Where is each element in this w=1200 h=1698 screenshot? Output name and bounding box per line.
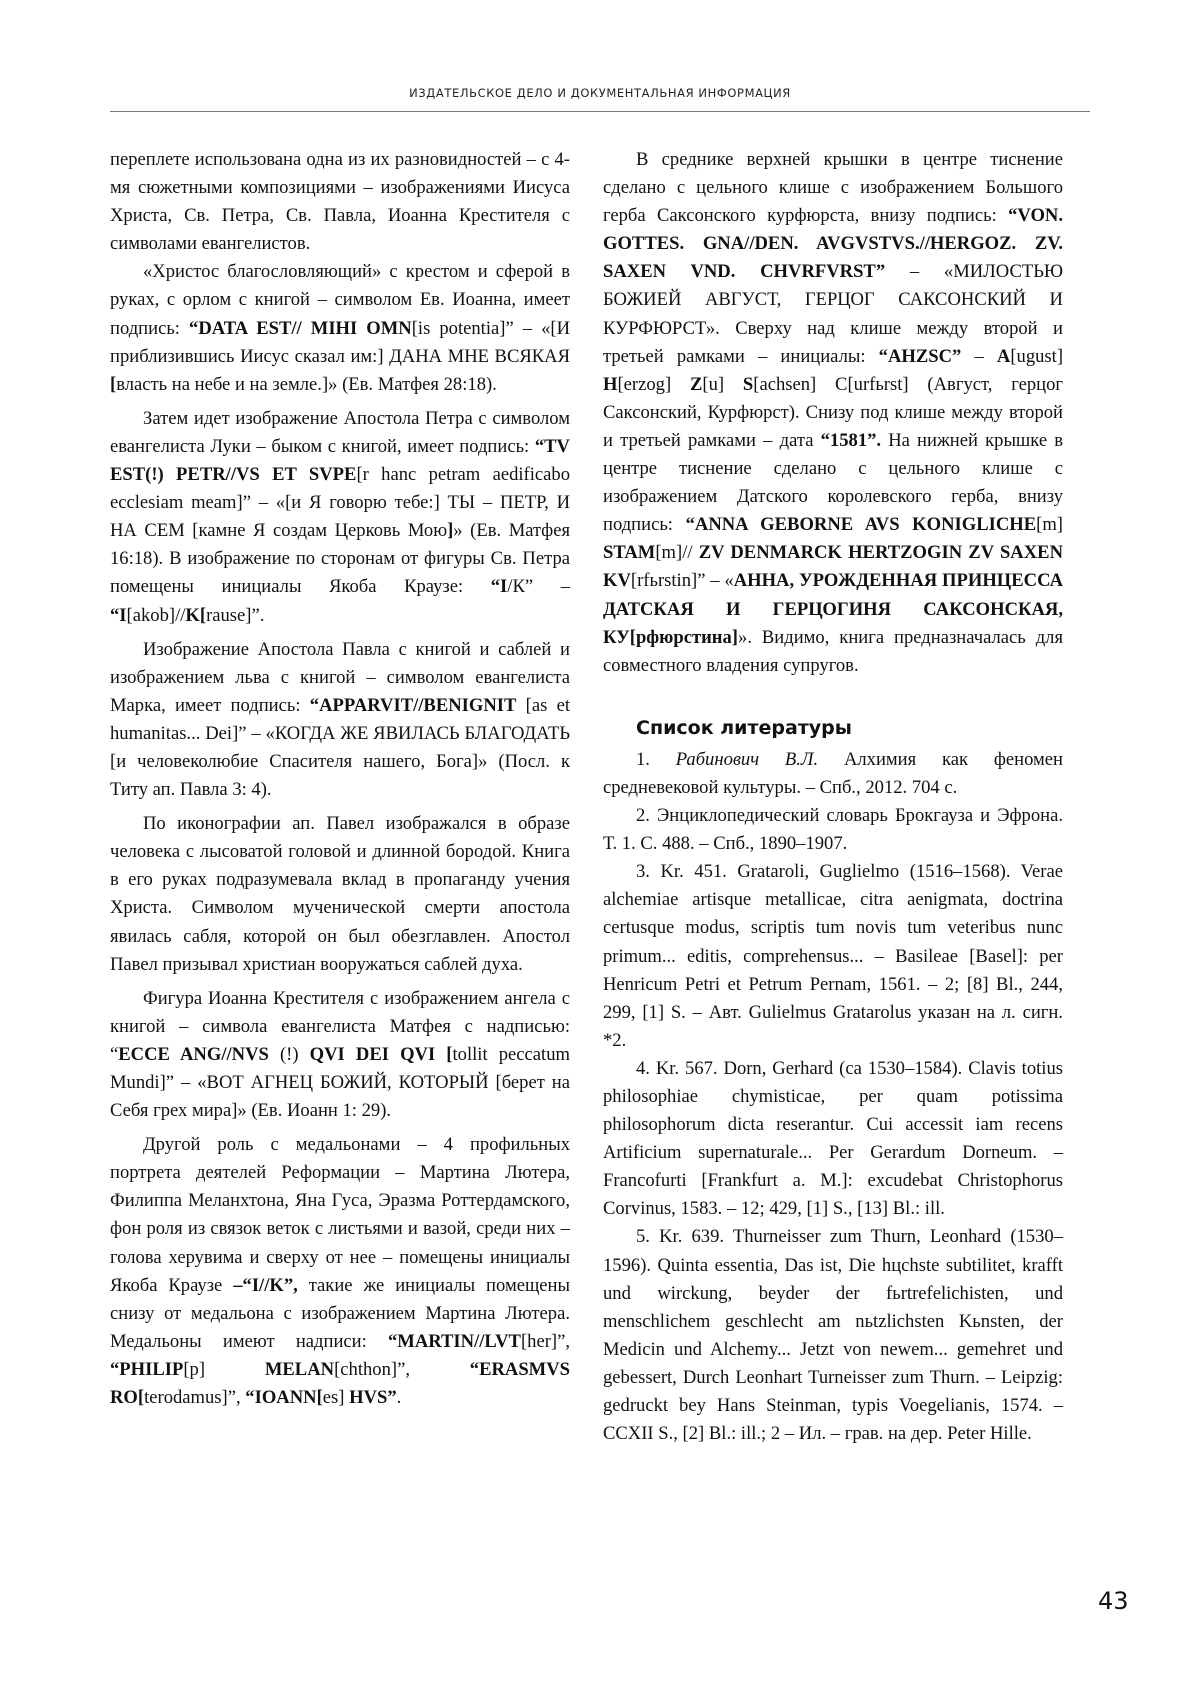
paragraph: В среднике верхней крышки в центре тиснение сделано с цельного клише с изображением Большого герба Саксонского курфюрста, внизу подпись: “VON. GOTTES. GNA//DEN. AVGVSTVS.//HERGOZ. ZV. SAXEN VND. CHVRFVRST” – «МИЛОСТЬЮ БОЖИЕЙ АВГУСТ, ГЕРЦОГ САКСОНСКИЙ И КУРФЮРСТ». Сверху над клише между второй и третьей рамками – инициалы: “AHZSC” – A[ugust] H[erzog] Z[u] S[achsen] C[urfьrst] (Август, герцог Саксонский, Курфюрст). Снизу под клише между второй и третьей рамками – дата “1581”. На нижней крышке в центре тиснение сделано с цельного клише с изображением Датского королевского герба, внизу подпись: “ANNA GEBORNE AVS KONIGLICHE[m] STAM[m]// ZV DENMARCK HERTZOGIN ZV SAXEN KV[rfьrstin]” – «АННА, УРОЖДЕННАЯ ПРИНЦЕССА ДАТСКАЯ И ГЕРЦОГИНЯ САКСОНСКАЯ, КУ[рфюрстина]». Видимо, книга предназначалась для совместного владения супругов. bbox=[603, 149, 1064, 676]
paragraph: «Христос благословляющий» с крестом и сферой в руках, с орлом с книгой – символом Ев. Иоанна, имеет подпись: “DATA EST// MIHI OMN[is potentia]” – «[И приблизившись Иисус сказал им:] ДАНА МНЕ ВСЯКАЯ [власть на небе и на земле.]» (Ев. Матфея 28:18). bbox=[110, 261, 570, 395]
reference-item: 3. Kr. 451. Grataroli, Guglielmo (1516–1568). Verae alchemiae artisque metallicae, citra aenigmata, doctrina certusque modus, scriptis tum novis tum veteribus nunc primum... editis, comprehensus... – Basileae [Basel]: per Henricum Petri et Petrum Pernam, 1561. – 2; [8] Bl., 244, 299, [1] S. – Авт. Gulielmus Gratarolus указан на л. сигн. *2. bbox=[603, 861, 1063, 1051]
paragraph: переплете использована одна из их разновидностей – с 4-мя сюжетными композициями – изображениями Иисуса Христа, Св. Петра, Св. Павла, Иоанна Крестителя с символами евангелистов. bbox=[110, 149, 570, 255]
reference-item: 5. Kr. 639. Thurneisser zum Thurn, Leonhard (1530–1596). Quinta essentia, Das ist, Die hцchste subtilitet, krafft und wirckung, beyder der fьrtrefelichisten, und menschlichem geschlecht am nьtzlichsten Kьnsten, der Medicin und Alchemy... Jetzt von newem... gemehret und gebessert, Durch Leonhart Turneisser zum Thurn. – Leipzig: gedruckt bey Hans Steinman, typis Voegelianis, 1574. – CCXII S., [2] Bl.: ill.; 2 – Ил. – грав. на дер. Peter Hille. bbox=[603, 1226, 1063, 1445]
left-column bbox=[110, 146, 570, 1412]
header-rule bbox=[110, 111, 1090, 112]
page-number: 43 bbox=[1098, 1587, 1129, 1615]
paragraph: Затем идет изображение Апостола Петра с символом евангелиста Луки – быком с книгой, имеет подпись: “TV EST(!) PETR//VS ET SVPE[r hanc petram aedificabo ecclesiam meam]” – «[и Я говорю тебе:] ТЫ – ПЕТР, И НА СЕМ [камне Я создам Церковь Мою]» (Ев. Матфея 16:18). В изображение по сторонам от фигуры Св. Петра помещены инициалы Якоба Краузе: “I/К” – “I[akob]//K[rause]”. bbox=[110, 407, 571, 626]
paragraph: Другой роль с медальонами – 4 профильных портрета деятелей Реформации – Мартина Лютера, Филиппа Меланхтона, Яна Гуса, Эразма Роттердамского, фон роля из связок веток с листьями и вазой, среди них – голова херувима и сверху от нее – помещены инициалы Якоба Краузе –“I//K”, такие же инициалы помещены снизу от медальона с изображением Мартина Лютера. Медальоны имеют надписи: “MARTIN//LVT[her]”, “PHILIP[p] MELAN[chthon]”, “ERASMVS RO[terodamus]”, “IOANN[es] HVS”. bbox=[110, 1134, 570, 1409]
paragraph: Изображение Апостола Павла с книгой и саблей и изображением льва с книгой – символом евангелиста Марка, имеет подпись: “APPARVIT//BENIGNIT [as et humanitas... Dei]” – «КОГДА ЖЕ ЯВИЛАСЬ БЛАГОДАТЬ [и человеколюбие Спасителя нашего, Бога]» (Посл. к Титу ап. Павла 3: 4). bbox=[110, 638, 570, 801]
references-heading: Список литературы bbox=[636, 716, 852, 739]
paragraph: Фигура Иоанна Крестителя с изображением ангела с книгой – символа евангелиста Матфея с надписью: “ECCE ANG//NVS (!) QVI DEI QVI [tollit peccatum Mundi]” – «ВОТ АГНЕЦ БОЖИЙ, КОТОРЫЙ [берет на Себя грех мира]» (Ев. Иоанн 1: 29). bbox=[110, 987, 570, 1122]
right-column bbox=[603, 146, 1063, 1448]
reference-item: 2. Энциклопедический словарь Брокгауза и Эфрона. Т. 1. С. 488. – Спб., 1890–1907. bbox=[603, 805, 1063, 855]
reference-item: 1. Рабинович В.Л. Алхимия как феномен средневековой культуры. – Спб., 2012. 704 с. bbox=[603, 748, 1063, 798]
reference-item: 4. Kr. 567. Dorn, Gerhard (ca 1530–1584). Clavis totius philosophiae chymisticae, per quam potissima philosophorum dicta reserantur. Cui accessit iam recens Artificium supernaturale... Per Gerardum Dorneum. – Francofurti [Frankfurt a. M.]: excudebat Christophorus Corvinus, 1583. – 12; 429, [1] S., [13] Bl.: ill. bbox=[603, 1057, 1063, 1220]
running-head: ИЗДАТЕЛЬСКОЕ ДЕЛО И ДОКУМЕНТАЛЬНАЯ ИНФОРМАЦИЯ bbox=[409, 86, 791, 100]
paragraph: По иконографии ап. Павел изображался в образе человека с лысоватой головой и длинной бородой. Книга в его руках подразумевала вклад в пропаганду учения Христа. Символом мученической смерти апостола явилась сабля, которой он был обезглавлен. Апостол Павел призывал христиан вооружаться саблей духа. bbox=[110, 813, 570, 975]
